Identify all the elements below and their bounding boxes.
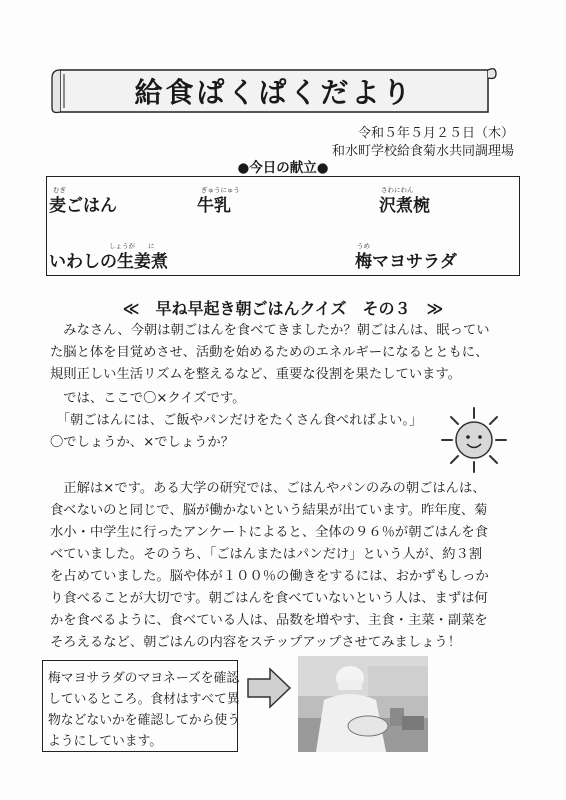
text-line: 物などないかを確認してから使う (48, 713, 240, 728)
menu-item-ruby: ぎゅうにゅう (201, 186, 240, 194)
text-line: 規則正しい生活リズムを整えるなど、重要な役割を果たしています。 (50, 367, 461, 382)
newsletter-title: 給食ぱくぱくだより (134, 76, 414, 109)
issue-date: 令和５年５月２５日（木） (357, 126, 514, 141)
organization-name: 和水町学校給食菊水共同調理場 (331, 144, 514, 159)
menu-item-milk: 牛乳 (197, 196, 231, 216)
quiz-intro-paragraph (50, 320, 520, 386)
text-line: 水小・中学生に行ったアンケートによると、全体の９６％が朝ごはんを食 (50, 525, 488, 540)
text-line: かを食べるように、食べている人は、品数を増やす、主食・主菜・副菜を (50, 613, 488, 628)
menu-item-sardine-ginger: いわしの生姜煮 (49, 252, 168, 272)
sun-illustration (440, 406, 508, 474)
menu-item-ruby: しょうが に (109, 242, 155, 250)
kitchen-staff-photo (298, 656, 428, 752)
menu-item-ruby: むぎ (53, 186, 66, 194)
text-line: た脳と体を目覚めさせ、活動を始めるためのエネルギーになるとともに、 (50, 345, 489, 360)
menu-heading: ●今日の献立● (237, 160, 329, 176)
text-line: しているところ。食材はすべて異 (48, 692, 240, 707)
menu-box (46, 176, 520, 276)
text-line: 正解は×です。ある大学の研究では、ごはんやパンのみの朝ごはんは、 (50, 481, 486, 496)
quiz-title: ≪ 早ね早起き朝ごはんクイズ その３ ≫ (122, 299, 444, 318)
text-line: ようにしています。 (48, 734, 163, 749)
text-line: り食べることが大切です。朝ごはんを食べていないという人は、まずは何 (50, 591, 488, 606)
menu-item-barley-rice: 麦ごはん (49, 196, 117, 216)
text-line: べていました。そのうち、「ごはんまたはパンだけ」という人が、約３割 (50, 547, 483, 562)
text-line: 食べないのと同じで、脳が働かないという結果が出ています。昨年度、菊 (50, 503, 488, 518)
arrow-right-icon (246, 665, 292, 711)
menu-item-sawani-soup: 沢煮椀 (379, 196, 430, 216)
menu-item-ruby: うめ (357, 242, 370, 250)
menu-item-ume-mayo-salad: 梅マヨサラダ (355, 252, 457, 272)
menu-item-ruby: さわにわん (381, 186, 414, 194)
quiz-answer-paragraph (50, 478, 520, 654)
text-line: みなさん、今朝は朝ごはんを食べてきましたか？朝ごはんは、眠ってい (50, 323, 490, 338)
text-line: 「朝ごはんには、ご飯やパンだけをたくさん食べればよい。」 (50, 413, 423, 428)
text-line: では、ここで〇×クイズです。 (50, 391, 246, 406)
text-line: を占めていました。脳や体が１００％の働きをするには、おかずもしっか (50, 569, 489, 584)
text-line: そろえるなど、朝ごはんの内容をステップアップさせてみましょう！ (50, 635, 462, 650)
photo-caption-text (48, 668, 238, 752)
text-line: 梅マヨサラダのマヨネーズを確認 (48, 671, 240, 686)
text-line: 〇でしょうか、×でしょうか？ (50, 435, 235, 450)
